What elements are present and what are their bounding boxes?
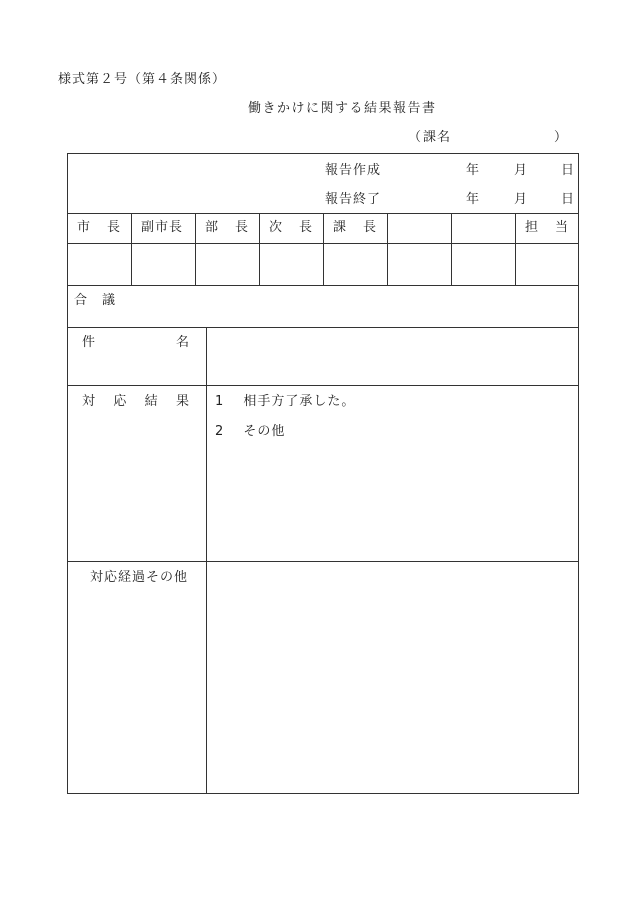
progress-label: 対応経過その他: [90, 570, 189, 585]
consultation-label: [74, 293, 116, 309]
row-divider-result: [68, 561, 578, 562]
created-year-unit: 年: [466, 163, 481, 178]
approval-section-chief: [333, 220, 377, 236]
result-option-number: 2: [215, 424, 225, 439]
finished-label: 報告終了: [325, 192, 382, 207]
approval-col-divider: [195, 213, 196, 285]
department-bracket-open: （: [408, 130, 423, 145]
result-label-char: 果: [175, 394, 190, 409]
approval-col-divider: [323, 213, 324, 285]
row-divider-consultation: [68, 327, 578, 328]
finished-day-unit: 日: [561, 192, 576, 207]
result-option-text: 相手方了承した。: [243, 394, 356, 409]
approval-mayor: [77, 220, 121, 236]
matter-label-char: 名: [175, 335, 190, 350]
approval-deputy-head: [269, 220, 313, 236]
approval-col-divider: [451, 213, 452, 285]
result-label-char: 結: [144, 394, 159, 409]
approval-staff-char: 当: [554, 220, 569, 235]
result-label-char: 対: [82, 394, 97, 409]
matter-label-char: 件: [82, 335, 97, 350]
matter-label: [82, 335, 190, 351]
approval-mayor-char: 長: [106, 220, 121, 235]
approval-section-chief-char: 課: [333, 220, 348, 235]
approval-deputy-head-char: 次: [269, 220, 284, 235]
department-label: 課名: [423, 130, 452, 145]
result-label: [82, 394, 190, 410]
approval-col-divider: [259, 213, 260, 285]
row-divider-approval-stamps: [68, 285, 578, 286]
consultation-char: 議: [102, 293, 117, 308]
approval-department-head-char: 部: [205, 220, 220, 235]
created-day-unit: 日: [561, 163, 576, 178]
approval-staff: [525, 220, 569, 236]
approval-col-divider: [387, 213, 388, 285]
form-number: 様式第２号（第４条関係）: [58, 72, 227, 87]
result-label-char: 応: [113, 394, 128, 409]
approval-col-divider: [131, 213, 132, 285]
row-divider-matter: [68, 385, 578, 386]
approval-department-head-char: 長: [234, 220, 249, 235]
approval-col-divider: [515, 213, 516, 285]
approval-department-head: [205, 220, 249, 236]
report-form-table: [67, 153, 579, 794]
finished-year-unit: 年: [466, 192, 481, 207]
created-month-unit: 月: [514, 163, 529, 178]
approval-staff-char: 担: [525, 220, 540, 235]
result-option-2: [215, 424, 285, 440]
consultation-char: 合: [74, 293, 89, 308]
department-bracket-close: ）: [553, 130, 568, 145]
finished-month-unit: 月: [514, 192, 529, 207]
result-option-text: その他: [243, 424, 286, 439]
result-option-1: [215, 394, 355, 410]
approval-deputy-head-char: 長: [298, 220, 313, 235]
result-option-number: 1: [215, 394, 225, 409]
approval-deputy-mayor: 副市長: [141, 220, 184, 235]
approval-section-chief-char: 長: [362, 220, 377, 235]
created-label: 報告作成: [325, 163, 382, 178]
label-column-divider: [206, 327, 207, 794]
approval-mayor-char: 市: [77, 220, 92, 235]
document-title: 働きかけに関する結果報告書: [248, 101, 437, 116]
